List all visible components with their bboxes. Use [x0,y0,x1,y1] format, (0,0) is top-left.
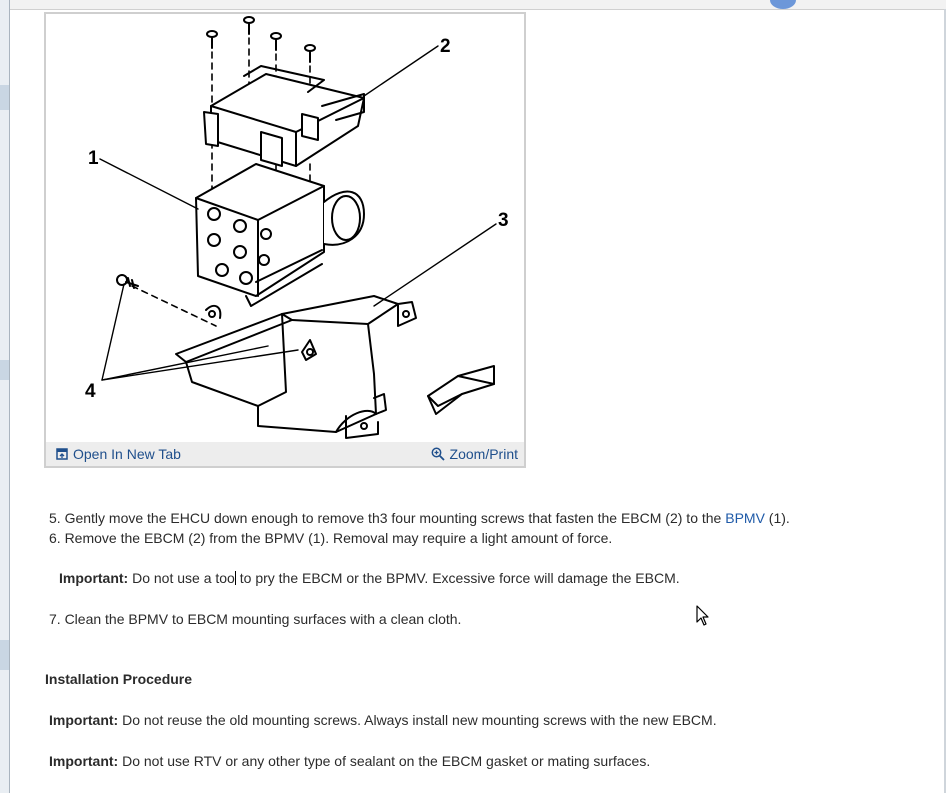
screw-top-4 [305,45,315,62]
important-label: Important: [49,712,119,728]
important-note-1-text-end: to pry the EBCM or the BPMV. Excessive force will damage the EBCM. [235,570,680,586]
ebcm-bpmv-diagram[interactable] [46,14,524,442]
installation-heading: Installation Procedure [45,671,193,687]
step-6: 6. Remove the EBCM (2) from the BPMV (1). Removal may require a light amount of force. [49,530,613,546]
bpmv-link[interactable]: BPMV [725,510,765,526]
important-note-2 [49,712,717,728]
magnifier-plus-icon [431,447,445,461]
callout-3: 3 [498,210,509,231]
mouse-pointer-icon [696,605,710,627]
figure-toolbar [46,442,524,466]
zoom-print-label: Zoom/Print [449,446,518,462]
screw-top-3 [271,33,281,50]
step-5-text-end: (1). [764,510,790,526]
open-in-new-tab-label: Open In New Tab [73,446,181,462]
important-label: Important: [59,570,129,586]
important-note-3-text: Do not use RTV or any other type of sealant on the EBCM gasket or mating surfaces. [118,753,651,769]
step-5 [49,510,790,526]
important-note-3 [49,753,650,769]
screw-side [117,275,138,288]
step-7: 7. Clean the BPMV to EBCM mounting surfaces with a clean cloth. [49,611,462,627]
important-note-1 [59,570,680,586]
zoom-print-link[interactable] [431,446,518,462]
screw-top-2 [244,17,254,34]
top-toolbar-strip [10,0,946,10]
step-5-text: 5. Gently move the EHCU down enough to remove th3 four mounting screws that fasten the EBCM (2) to the [49,510,726,526]
figure-container [44,12,526,468]
window-left-edge [0,0,10,793]
callout-2: 2 [440,36,451,57]
toolbar-round-button[interactable] [770,0,796,9]
screw-top-1 [207,31,217,48]
important-label: Important: [49,753,119,769]
open-in-new-tab-link[interactable] [56,446,181,462]
callout-4: 4 [85,381,96,402]
open-in-new-tab-icon [56,448,68,460]
callout-1: 1 [88,148,99,169]
important-note-1-text: Do not use a too [128,570,235,586]
important-note-2-text: Do not reuse the old mounting screws. Always install new mounting screws with the new EBCM. [118,712,717,728]
